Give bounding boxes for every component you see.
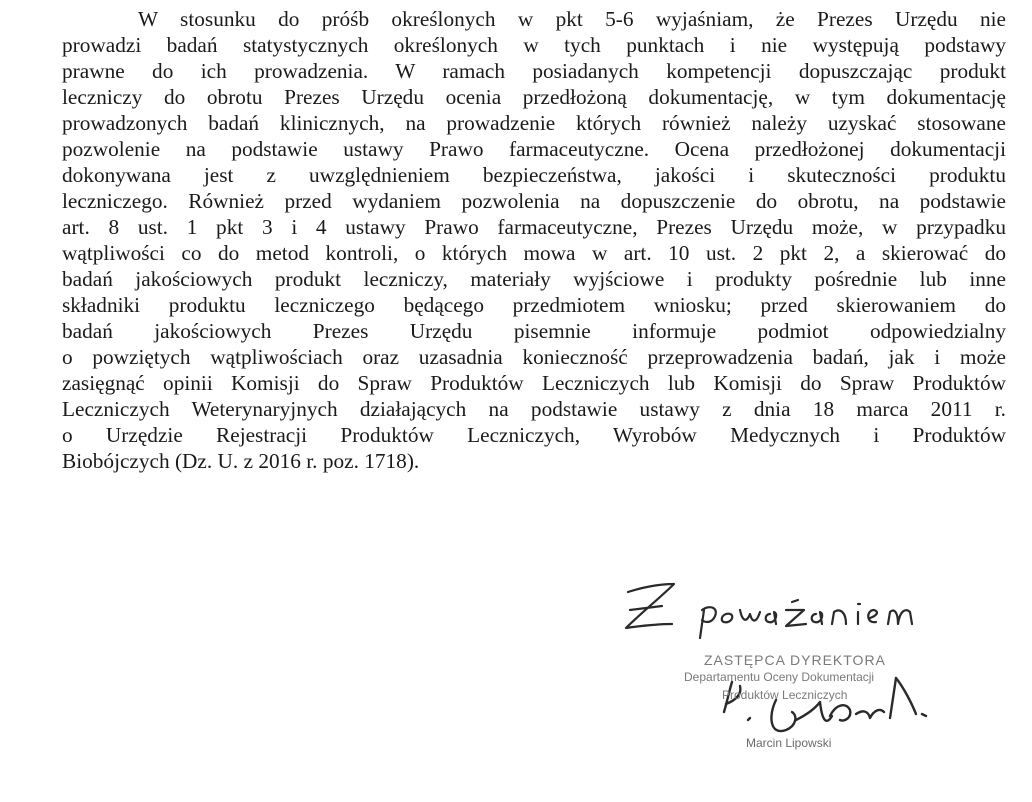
- stamp-department: Departamentu Oceny Dokumentacji: [684, 670, 875, 684]
- paragraph-line: o powziętych wątpliwościach oraz uzasadnia konieczność przeprowadzenia badań, jak i może: [62, 345, 1006, 369]
- signature-handwriting: [724, 678, 926, 731]
- paragraph-line: pozwolenie na podstawie ustawy Prawo farmaceutyczne. Ocena przedłożonej dokumentacji: [62, 137, 1006, 161]
- paragraph-line: dokonywana jest z uwzględnieniem bezpieczeństwa, jakości i skuteczności produktu: [62, 163, 1006, 187]
- paragraph-line: badań jakościowych produkt leczniczy, materiały wyjściowe i produkty pośrednie lub inne: [62, 267, 1006, 291]
- paragraph-line: wątpliwości co do metod kontroli, o których mowa w art. 10 ust. 2 pkt 2, a skierować do: [62, 241, 1006, 265]
- paragraph-line: o Urzędzie Rejestracji Produktów Leczniczych, Wyrobów Medycznych i Produktów: [62, 423, 1006, 447]
- paragraph-line: art. 8 ust. 1 pkt 3 i 4 ustawy Prawo farmaceutyczne, Prezes Urzędu może, w przypadku: [62, 215, 1006, 239]
- paragraph-line: badań jakościowych Prezes Urzędu pisemnie informuje podmiot odpowiedzialny: [62, 319, 1006, 343]
- paragraph-line: Biobójczych (Dz. U. z 2016 r. poz. 1718).: [62, 449, 420, 473]
- paragraph-line: prowadzi badań statystycznych określonych w tych punktach i nie występują podstawy: [62, 33, 1006, 57]
- paragraph-line: leczniczego. Również przed wydaniem pozwolenia na dopuszczenie do obrotu, na podstawie: [62, 189, 1006, 213]
- paragraph-line: W stosunku do próśb określonych w pkt 5-6 wyjaśniam, że Prezes Urzędu nie: [138, 7, 1006, 31]
- greeting-handwriting: [626, 584, 912, 638]
- stamp-department: Produktów Leczniczych: [722, 688, 848, 702]
- letter-body: [62, 6, 1006, 474]
- paragraph-line: prawne do ich prowadzenia. W ramach posiadanych kompetencji dopuszczając produkt: [62, 59, 1006, 83]
- stamp-title: ZASTĘPCA DYREKTORA: [704, 652, 886, 668]
- paragraph-line: prowadzonych badań klinicznych, na prowadzenie których również należy uzyskać stosowane: [62, 111, 1006, 135]
- stamp-name: Marcin Lipowski: [746, 736, 832, 750]
- paragraph-line: Leczniczych Weterynaryjnych działających na podstawie ustawy z dnia 18 marca 2011 r.: [62, 397, 1006, 421]
- paragraph-line: leczniczy do obrotu Prezes Urzędu ocenia przedłożoną dokumentację, w tym dokumentację: [62, 85, 1006, 109]
- paragraph-line: zasięgnąć opinii Komisji do Spraw Produktów Leczniczych lub Komisji do Spraw Produktów: [62, 371, 1006, 395]
- paragraph-line: składniki produktu leczniczego będącego przedmiotem wniosku; przed skierowaniem do: [62, 293, 1006, 317]
- signature-block: [600, 570, 1020, 790]
